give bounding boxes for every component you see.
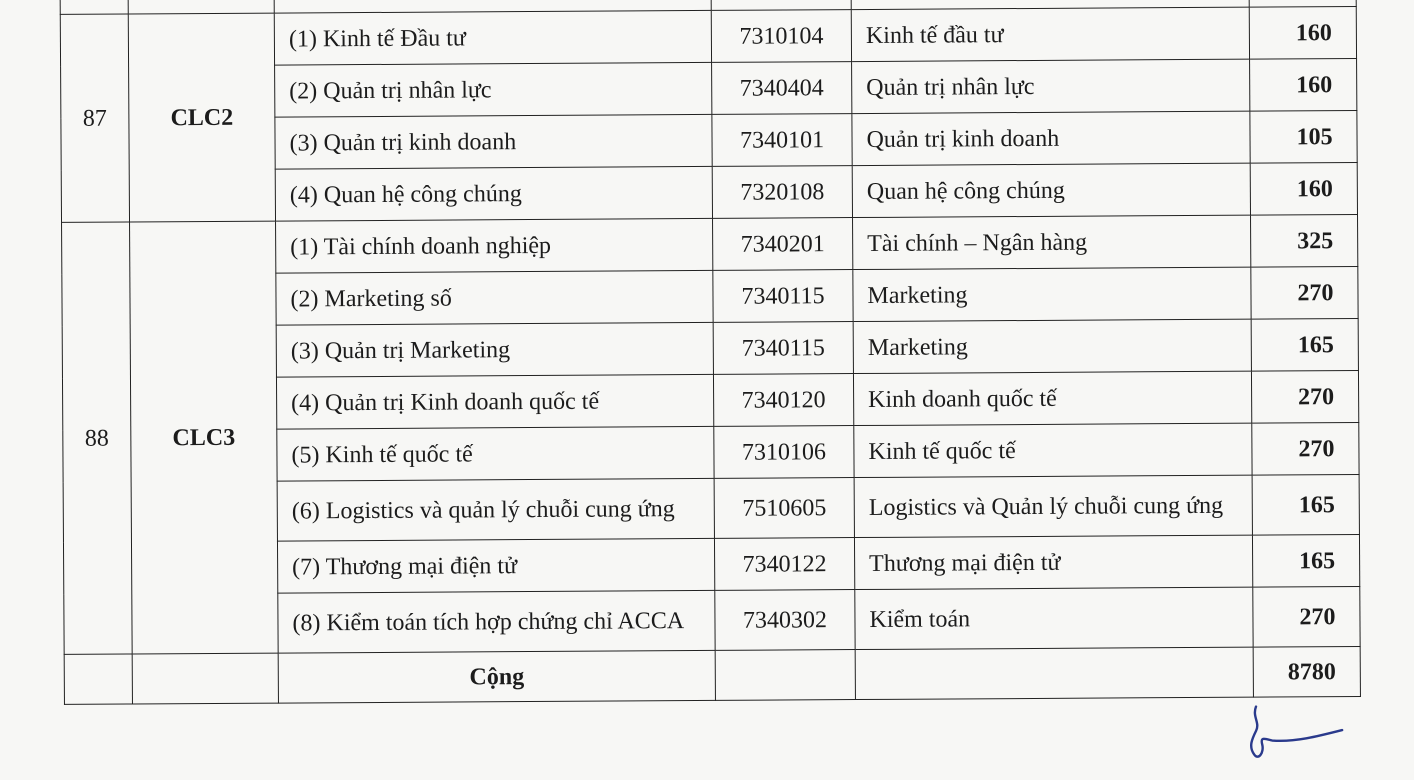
major-name: Quan hệ công chúng <box>852 163 1250 217</box>
quota-value: 165 <box>1251 318 1358 371</box>
total-value: 8780 <box>1253 646 1360 697</box>
major-code: 7310106 <box>714 426 854 479</box>
program-name: (1) Kinh tế Đầu tư <box>274 10 711 65</box>
program-name: (7) Thương mại điện tử <box>277 538 714 593</box>
major-name: Kinh tế đầu tư <box>851 7 1249 61</box>
major-name: Tài chính – Ngân hàng <box>853 215 1251 269</box>
row-number: 88 <box>62 222 133 654</box>
program-name: (5) Kinh tế quốc tế <box>277 426 714 481</box>
major-code: 7340101 <box>712 114 852 167</box>
major-name: Kinh tế quốc tế <box>854 423 1252 477</box>
program-name: (8) Kiểm toán tích hợp chứng chỉ ACCA <box>278 590 715 653</box>
table-row <box>60 6 1356 66</box>
quota-value: 160 <box>1249 6 1356 59</box>
quota-value: 325 <box>1251 214 1358 267</box>
quota-value: 160 <box>1250 162 1357 215</box>
major-name: Quản trị nhân lực <box>852 59 1250 113</box>
major-code: 7340115 <box>713 270 853 323</box>
quota-value: 270 <box>1251 370 1358 423</box>
program-name: (2) Marketing số <box>276 270 713 325</box>
major-code: 7310104 <box>711 10 851 63</box>
program-name: (3) Quản trị kinh doanh <box>275 114 712 169</box>
program-name: (4) Quản trị Kinh doanh quốc tế <box>276 374 713 429</box>
major-name: Kinh doanh quốc tế <box>853 371 1251 425</box>
major-name: Logistics và Quản lý chuỗi cung ứng <box>854 475 1252 537</box>
quota-value: 165 <box>1252 534 1359 587</box>
quota-value: 160 <box>1250 58 1357 111</box>
quota-value: 165 <box>1252 474 1359 535</box>
major-code: 7340122 <box>714 538 854 591</box>
program-name: (2) Quản trị nhân lực <box>275 62 712 117</box>
major-name: Quản trị kinh doanh <box>852 111 1250 165</box>
table-row <box>62 214 1358 274</box>
program-name: (1) Tài chính doanh nghiệp <box>276 218 713 273</box>
major-name: Marketing <box>853 267 1251 321</box>
major-name: Thương mại điện tử <box>854 535 1252 589</box>
quota-value: 270 <box>1253 586 1360 647</box>
program-name: (4) Quan hệ công chúng <box>275 166 712 221</box>
total-label: Cộng <box>278 650 715 703</box>
row-number: 87 <box>60 14 129 222</box>
quota-value: 270 <box>1252 422 1359 475</box>
major-name: Marketing <box>853 319 1251 373</box>
major-code: 7510605 <box>714 478 854 539</box>
major-name: Kiểm toán <box>855 587 1253 649</box>
major-code: 7340302 <box>715 590 855 651</box>
total-row <box>64 646 1360 704</box>
major-code: 7340115 <box>713 322 853 375</box>
program-group-code: CLC3 <box>130 221 279 654</box>
major-code: 7340404 <box>712 62 852 115</box>
major-code: 7340120 <box>713 374 853 427</box>
quota-value: 270 <box>1251 266 1358 319</box>
quota-table <box>60 0 1361 705</box>
program-name: (3) Quản trị Marketing <box>276 322 713 377</box>
program-name: (6) Logistics và quản lý chuỗi cung ứng <box>277 478 714 541</box>
quota-value: 105 <box>1250 110 1357 163</box>
major-code: 7340201 <box>713 218 853 271</box>
major-code: 7320108 <box>712 166 852 219</box>
signature-initial <box>1238 702 1348 763</box>
program-group-code: CLC2 <box>128 13 275 222</box>
